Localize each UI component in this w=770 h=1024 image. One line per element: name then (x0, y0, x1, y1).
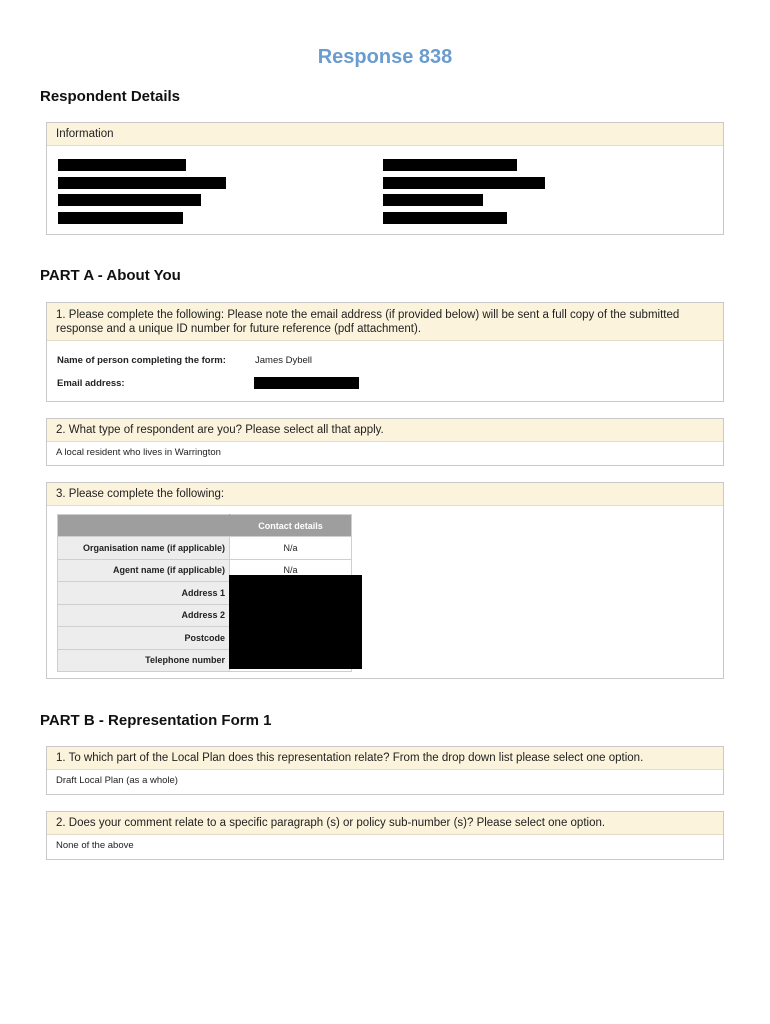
row-label: Address 2 (58, 604, 230, 627)
redacted-contact-block (229, 575, 362, 669)
row-label: Address 1 (58, 582, 230, 605)
name-label: Name of person completing the form: (57, 355, 226, 366)
table-row (58, 537, 352, 560)
part-b-question-2-panel (46, 811, 724, 860)
row-label: Agent name (if applicable) (58, 559, 230, 582)
row-label: Organisation name (if applicable) (58, 537, 230, 560)
part-b-question-1: 1. To which part of the Local Plan does this representation relate? From the drop down list please select one option. (47, 747, 723, 770)
part-a-question-3-panel (46, 482, 724, 679)
redacted-block (58, 212, 183, 224)
part-a-question-2-answer: A local resident who lives in Warrington (56, 447, 221, 458)
part-a-question-1-body (47, 341, 723, 401)
row-value: N/a (230, 559, 352, 582)
row-label: Telephone number (58, 649, 230, 672)
part-a-heading: PART A - About You (40, 267, 181, 284)
respondent-details-heading: Respondent Details (40, 88, 181, 105)
redacted-block (58, 159, 186, 171)
redacted-block (58, 194, 201, 206)
part-b-question-2-answer: None of the above (56, 840, 134, 851)
redacted-block (383, 194, 483, 206)
part-b-question-1-panel (46, 746, 724, 795)
redacted-block (383, 177, 545, 189)
redacted-block (58, 177, 226, 189)
page-title: Response 838 (317, 46, 453, 68)
redacted-block (383, 159, 517, 171)
part-a-question-1-panel (46, 302, 724, 402)
part-b-question-1-answer: Draft Local Plan (as a whole) (56, 775, 178, 786)
part-a-question-3-body (47, 506, 723, 676)
row-label: Postcode (58, 627, 230, 650)
part-b-question-2: 2. Does your comment relate to a specific paragraph (s) or policy sub-number (s)? Please select one option. (47, 812, 723, 835)
information-panel-header: Information (47, 123, 723, 146)
information-panel (46, 122, 724, 235)
row-value: N/a (230, 537, 352, 560)
part-b-heading: PART B - Representation Form 1 (40, 712, 272, 729)
redacted-email (254, 377, 359, 389)
email-label: Email address: (57, 378, 125, 389)
part-a-question-1: 1. Please complete the following: Please note the email address (if provided below) will be sent a full copy of the submitted response and a unique ID number for future reference (pdf attachment). (47, 303, 723, 341)
name-value: James Dybell (255, 355, 313, 366)
information-panel-body (47, 146, 723, 236)
table-header-contact-details: Contact details (230, 515, 352, 537)
table-header-row (58, 515, 352, 537)
table-header-blank (58, 515, 230, 537)
part-a-question-2: 2. What type of respondent are you? Please select all that apply. (47, 419, 723, 442)
part-a-question-3: 3. Please complete the following: (47, 483, 723, 506)
part-a-question-2-panel (46, 418, 724, 466)
redacted-block (383, 212, 507, 224)
